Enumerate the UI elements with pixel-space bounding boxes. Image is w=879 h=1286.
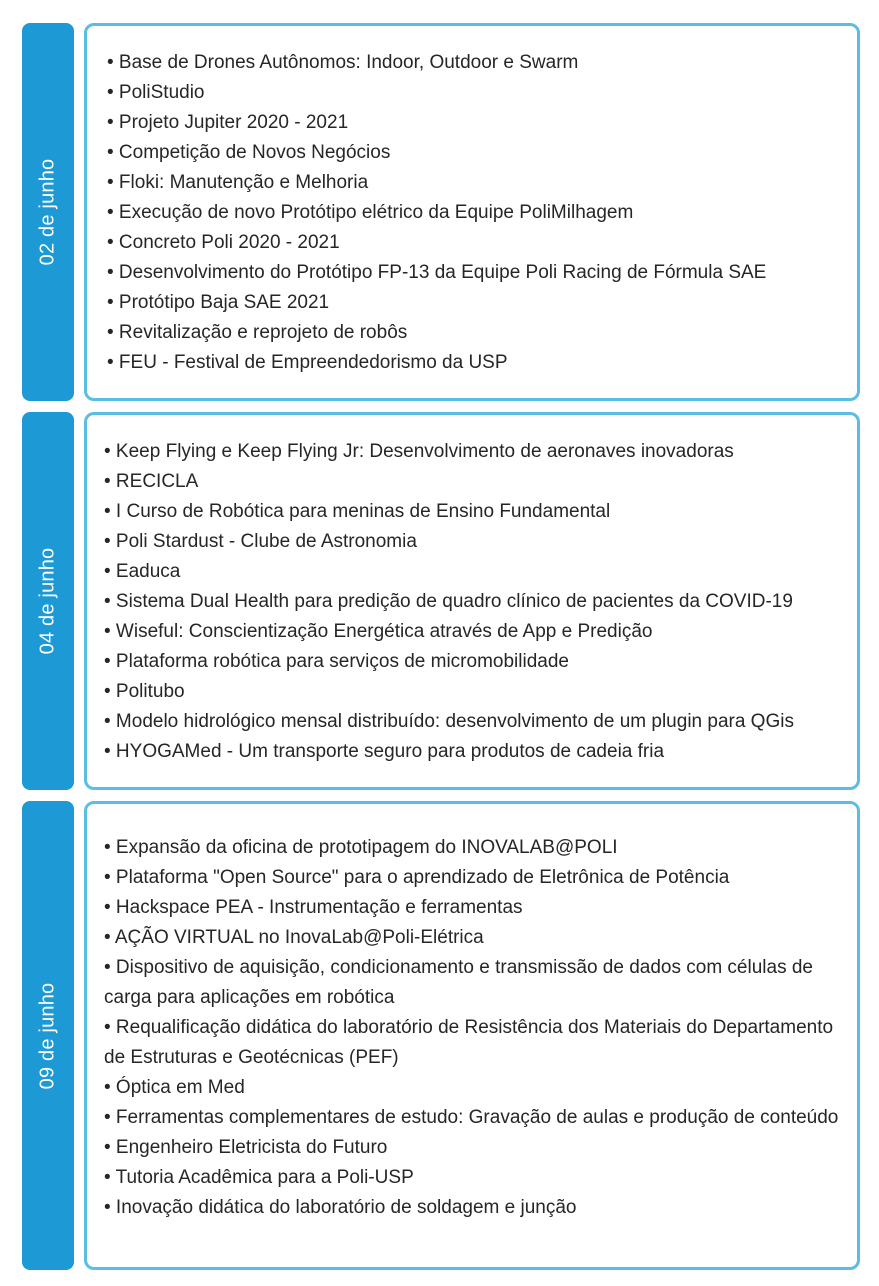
project-list-box (84, 801, 860, 1270)
list-item: • Eaduca (104, 561, 181, 582)
list-item: • Revitalização e reprojeto de robôs (107, 322, 408, 343)
list-item: • Hackspace PEA - Instrumentação e ferramentas (104, 897, 523, 918)
project-list (104, 437, 849, 767)
list-item: • Tutoria Acadêmica para a Poli-USP (104, 1167, 414, 1188)
project-list (104, 833, 849, 1223)
list-item: • Protótipo Baja SAE 2021 (107, 292, 330, 313)
list-item: • Óptica em Med (104, 1077, 245, 1098)
list-item: • FEU - Festival de Empreendedorismo da USP (107, 352, 508, 373)
project-list (107, 48, 849, 378)
list-item: • Competição de Novos Negócios (107, 142, 391, 163)
list-item: • Plataforma robótica para serviços de micromobilidade (104, 651, 569, 672)
list-item: • Plataforma "Open Source" para o aprendizado de Eletrônica de Potência (104, 867, 730, 888)
list-item: • Politubo (104, 681, 185, 702)
list-item: • PoliStudio (107, 82, 205, 103)
list-item: • Wiseful: Conscientização Energética através de App e Predição (104, 621, 653, 642)
list-item: • RECICLA (104, 471, 199, 492)
list-item: • HYOGAMed - Um transporte seguro para produtos de cadeia fria (104, 741, 665, 762)
list-item: • Engenheiro Eletricista do Futuro (104, 1137, 388, 1158)
project-list-box (84, 23, 860, 401)
schedule-section-09-junho (22, 801, 860, 1270)
date-tab (22, 412, 74, 790)
schedule-section-02-junho (22, 23, 860, 401)
list-item: • Requalificação didática do laboratório de Resistência dos Materiais do Departamento de Estruturas e Geotécnicas (PEF) (104, 1017, 834, 1068)
list-item: • AÇÃO VIRTUAL no InovaLab@Poli-Elétrica (104, 927, 484, 948)
list-item: • Floki: Manutenção e Melhoria (107, 172, 369, 193)
list-item: • Desenvolvimento do Protótipo FP-13 da Equipe Poli Racing de Fórmula SAE (107, 262, 767, 283)
list-item: • Execução de novo Protótipo elétrico da Equipe PoliMilhagem (107, 202, 634, 223)
list-item: • Keep Flying e Keep Flying Jr: Desenvolvimento de aeronaves inovadoras (104, 441, 734, 462)
list-item: • Poli Stardust - Clube de Astronomia (104, 531, 417, 552)
date-label: 02 de junho (36, 158, 59, 266)
list-item: • Sistema Dual Health para predição de quadro clínico de pacientes da COVID-19 (104, 591, 793, 612)
list-item: • Dispositivo de aquisição, condicionamento e transmissão de dados com células de carga para aplicações em robótica (104, 957, 813, 1008)
list-item: • Base de Drones Autônomos: Indoor, Outdoor e Swarm (107, 52, 579, 73)
list-item: • Ferramentas complementares de estudo: Gravação de aulas e produção de conteúdo (104, 1107, 839, 1128)
list-item: • I Curso de Robótica para meninas de Ensino Fundamental (104, 501, 611, 522)
list-item: • Inovação didática do laboratório de soldagem e junção (104, 1197, 577, 1218)
date-label: 09 de junho (36, 982, 59, 1089)
date-label: 04 de junho (36, 547, 59, 655)
list-item: • Concreto Poli 2020 - 2021 (107, 232, 340, 253)
list-item: • Modelo hidrológico mensal distribuído: desenvolvimento de um plugin para QGis (104, 711, 794, 732)
date-tab (22, 801, 74, 1270)
date-tab (22, 23, 74, 401)
list-item: • Projeto Jupiter 2020 - 2021 (107, 112, 349, 133)
project-list-box (84, 412, 860, 790)
schedule-section-04-junho (22, 412, 860, 790)
list-item: • Expansão da oficina de prototipagem do INOVALAB@POLI (104, 837, 618, 858)
